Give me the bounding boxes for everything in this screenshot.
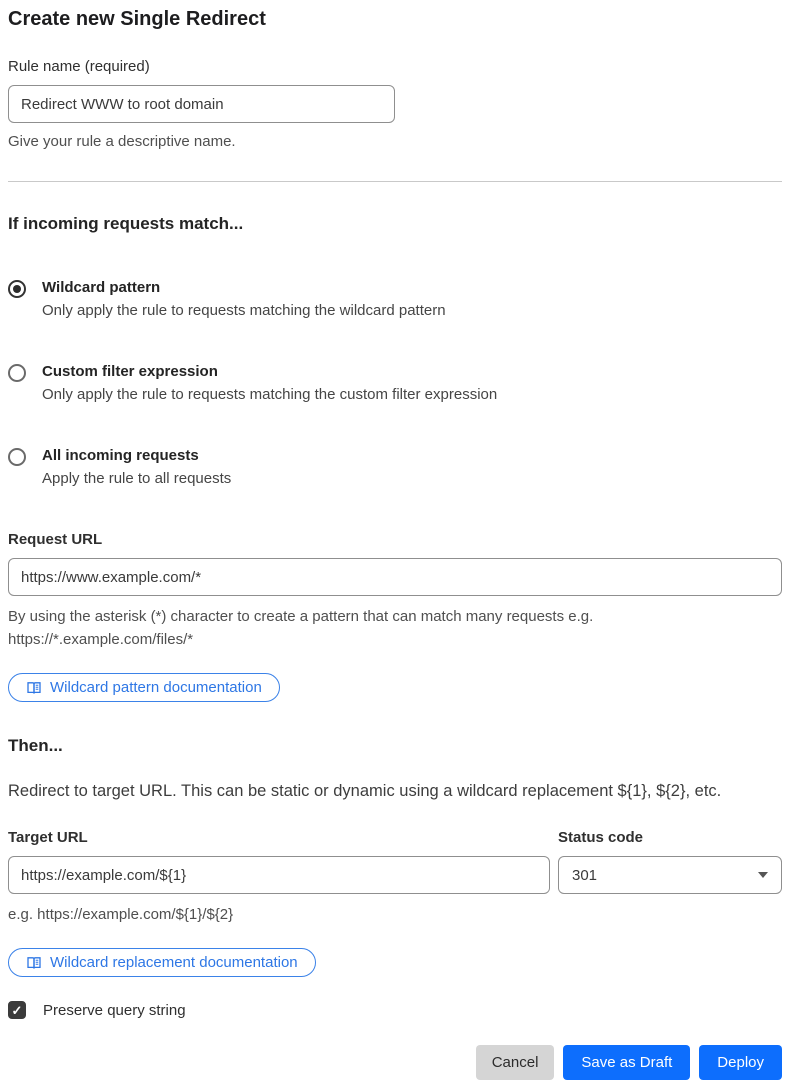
cancel-button[interactable]: Cancel [476, 1045, 555, 1080]
request-url-help-line1: By using the asterisk (*) character to create a pattern that can match many requests e.g. [8, 608, 594, 625]
rule-name-label: Rule name (required) [8, 58, 150, 75]
radio-option-description: Only apply the rule to requests matching the custom filter expression [42, 386, 498, 403]
doc-button-label: Wildcard pattern documentation [50, 679, 262, 696]
save-as-draft-button[interactable]: Save as Draft [563, 1045, 690, 1080]
wildcard-pattern-docs-button[interactable] [8, 673, 280, 702]
status-code-label: Status code [558, 829, 644, 846]
open-book-icon [26, 680, 42, 696]
footer-action-bar [8, 1045, 782, 1080]
then-section-heading: Then... [8, 736, 63, 755]
target-url-field-group [8, 829, 550, 894]
preserve-query-string-label: Preserve query string [43, 1001, 186, 1019]
radio-option-label: Custom filter expression [42, 363, 218, 380]
target-url-help-text: e.g. https://example.com/${1}/${2} [8, 906, 234, 923]
status-code-field-group [558, 829, 782, 894]
request-url-help-text [8, 605, 782, 651]
request-url-input[interactable] [8, 558, 782, 596]
rule-name-field-group [8, 58, 782, 153]
wildcard-replacement-docs-button[interactable] [8, 948, 316, 977]
deploy-button[interactable]: Deploy [699, 1045, 782, 1080]
radio-option-label: All incoming requests [42, 447, 199, 464]
match-section-heading: If incoming requests match... [8, 214, 244, 233]
chevron-down-icon [758, 872, 768, 878]
rule-name-input[interactable] [8, 85, 395, 123]
target-url-label: Target URL [8, 829, 88, 846]
target-url-input[interactable] [8, 856, 550, 894]
request-url-label: Request URL [8, 531, 103, 548]
match-type-radio-group [8, 279, 782, 487]
status-code-selected-value: 301 [572, 866, 598, 884]
then-section-description: Redirect to target URL. This can be static or dynamic using a wildcard replacement ${1}, ${2}, etc. [8, 782, 722, 800]
radio-button-icon[interactable] [8, 448, 26, 466]
radio-option-all-incoming-requests[interactable] [8, 447, 782, 487]
open-book-icon [26, 955, 42, 971]
request-url-field-group [8, 531, 782, 702]
doc-button-label: Wildcard replacement documentation [50, 954, 298, 971]
radio-option-description: Only apply the rule to requests matching the wildcard pattern [42, 302, 446, 319]
radio-option-wildcard-pattern[interactable] [8, 279, 782, 319]
rule-name-help-text: Give your rule a descriptive name. [8, 133, 236, 150]
radio-button-icon[interactable] [8, 364, 26, 382]
radio-option-custom-filter-expression[interactable] [8, 363, 782, 403]
status-code-select[interactable] [558, 856, 782, 894]
section-divider [8, 181, 782, 182]
radio-option-label: Wildcard pattern [42, 279, 161, 296]
target-url-status-row [8, 829, 782, 894]
request-url-help-line2: https://*.example.com/files/* [8, 631, 194, 648]
preserve-query-string-row[interactable] [8, 1001, 782, 1019]
radio-button-icon[interactable] [8, 280, 26, 298]
checkbox-icon[interactable] [8, 1001, 26, 1019]
page-title: Create new Single Redirect [8, 8, 266, 30]
radio-option-description: Apply the rule to all requests [42, 470, 232, 487]
